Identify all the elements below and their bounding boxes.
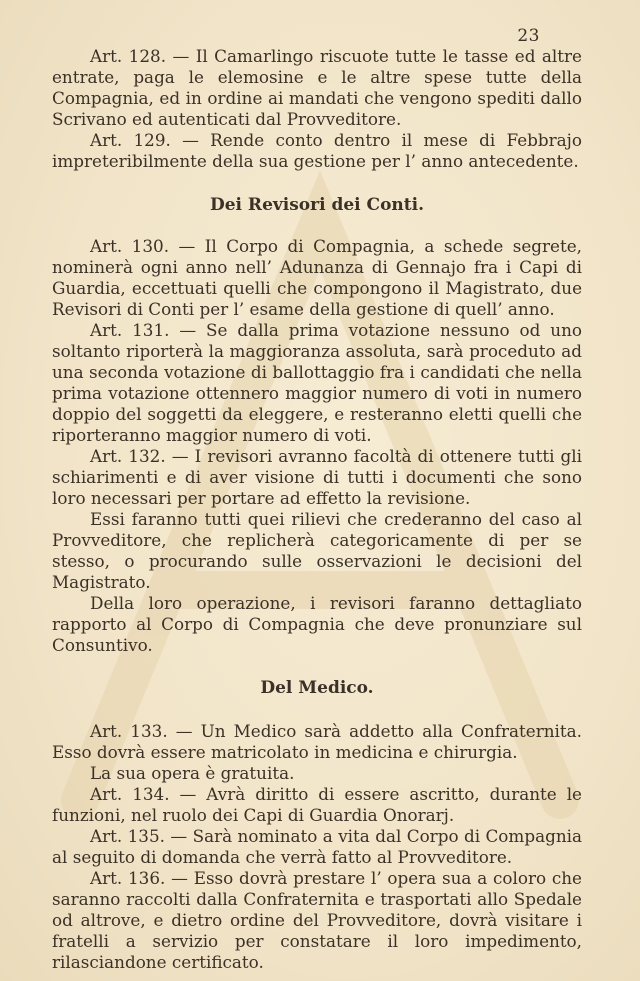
article-130: Art. 130. — Il Corpo di Compagnia, a schede segrete, nominerà ogni anno nell’ Adunanza di Gennajo fra i Capi di Guardia, eccettuati quelli che compongono il Magistrato, due Revisori di Conti per l’ esame della gestione di quell’ anno. bbox=[52, 236, 582, 319]
page-text bbox=[52, 46, 582, 973]
article-131: Art. 131. — Se dalla prima votazione nessuno od uno soltanto riporterà la maggioranza assoluta, sarà proceduto ad una seconda votazione di ballottaggio fra i candidati che nella prima votazione ottennero maggior numero di voti in numero doppio del soggetti da eleggere, e resteranno eletti quelli che riporteranno maggior numero di voti. bbox=[52, 320, 582, 445]
page-number: 23 bbox=[517, 26, 540, 46]
article-129: Art. 129. — Rende conto dentro il mese di Febbrajo impreteribilmente della sua gestione per l’ anno antecedente. bbox=[52, 130, 582, 171]
article-135: Art. 135. — Sarà nominato a vita dal Corpo di Compagnia al seguito di domanda che verrà fatto al Provveditore. bbox=[52, 826, 582, 867]
section-heading-revisori: Dei Revisori dei Conti. bbox=[210, 195, 424, 215]
article-128: Art. 128. — Il Camarlingo riscuote tutte le tasse ed altre entrate, paga le elemosine e le altre spese tutte della Compagnia, ed in ordine ai mandati che vengono spediti dallo Scrivano ed autenticati dal Provveditore. bbox=[52, 46, 582, 129]
article-132-paragraph-3: Della loro operazione, i revisori faranno dettagliato rapporto al Corpo di Compagnia che deve pronunziare sul Consuntivo. bbox=[52, 593, 582, 655]
article-136: Art. 136. — Esso dovrà prestare l’ opera sua a coloro che saranno raccolti dalla Confraternita e trasportati allo Spedale od altrove, e dietro ordine del Provveditore, dovrà visitare i fratelli a servizio per constatare il loro impedimento, rilasciandone certificato. bbox=[52, 868, 582, 972]
article-132-paragraph-2: Essi faranno tutti quei rilievi che crederanno del caso al Provveditore, che replicherà categoricamente di per se stesso, o procurando sulle osservazioni le decisioni del Magistrato. bbox=[52, 509, 582, 592]
article-133: Art. 133. — Un Medico sarà addetto alla Confraternita. Esso dovrà essere matricolato in medicina e chirurgia. bbox=[52, 721, 582, 762]
article-132: Art. 132. — I revisori avranno facoltà di ottenere tutti gli schiarimenti e di aver visione di tutti i documenti che sono loro necessari per portare ad effetto la revisione. bbox=[52, 446, 582, 508]
article-134: Art. 134. — Avrà diritto di essere ascritto, durante le funzioni, nel ruolo dei Capi di Guardia Onorarj. bbox=[52, 784, 582, 825]
article-133-paragraph-2: La sua opera è gratuita. bbox=[90, 763, 295, 783]
section-heading-medico: Del Medico. bbox=[260, 678, 374, 698]
